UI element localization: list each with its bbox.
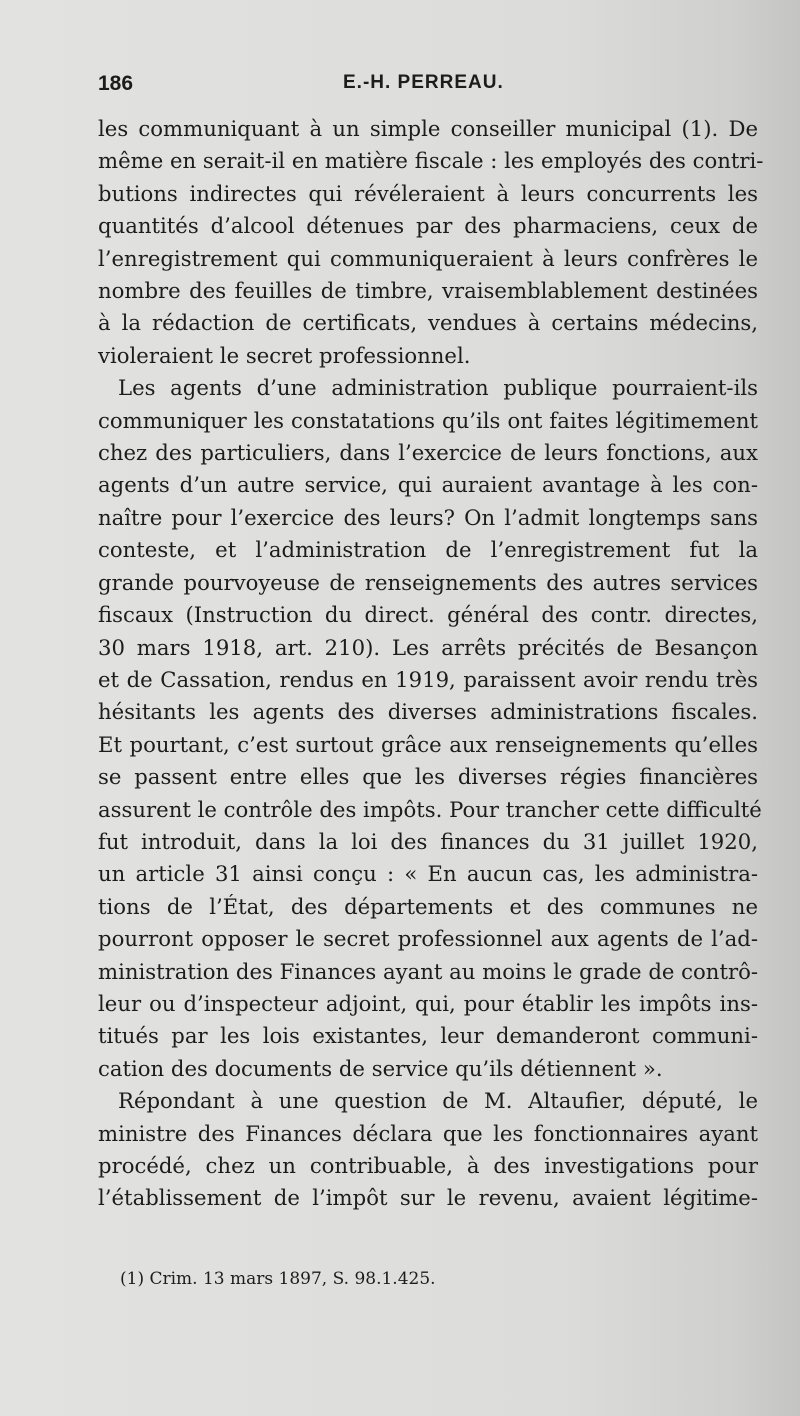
text-line: Et pourtant, c’est surtout grâce aux renseignements qu’elles <box>98 731 758 757</box>
text-line: 30 mars 1918, art. 210). Les arrêts précités de Besançon <box>98 634 758 660</box>
text-line: quantités d’alcool détenues par des pharmaciens, ceux de <box>98 213 758 239</box>
text-line: assurent le contrôle des impôts. Pour trancher cette difficulté <box>98 796 762 822</box>
text-line: à la rédaction de certificats, vendues à certains médecins, <box>98 310 758 336</box>
text-line: procédé, chez un contribuable, à des investigations pour <box>98 1153 758 1178</box>
text-line: tions de l’État, des départements et des communes ne <box>98 893 758 919</box>
body-text <box>98 113 764 1215</box>
text-line: leur ou d’inspecteur adjoint, qui, pour établir les impôts ins- <box>98 990 758 1016</box>
text-line: communiquer les constatations qu’ils ont faites légitimement <box>98 407 758 433</box>
text-line: nombre des feuilles de timbre, vraisemblablement destinées <box>98 278 758 304</box>
text-line: même en serait-il en matière fiscale : les employés des contri- <box>98 148 764 174</box>
text-line: fut introduit, dans la loi des finances du 31 juillet 1920, <box>98 828 758 854</box>
text-line: pourront opposer le secret professionnel aux agents de l’ad- <box>98 926 758 952</box>
text-line: naître pour l’exercice des leurs? On l’admit longtemps sans <box>98 504 758 530</box>
text-line: l’enregistrement qui communiqueraient à leurs confrères le <box>98 245 758 271</box>
text-line: l’établissement de l’impôt sur le revenu, avaient légitime- <box>98 1185 758 1211</box>
page-header <box>98 72 752 102</box>
page-number: 186 <box>98 72 134 95</box>
running-head: E.-H. PERREAU. <box>343 72 504 93</box>
text-line: agents d’un autre service, qui auraient avantage à les con- <box>98 472 758 498</box>
text-line: un article 31 ainsi conçu : « En aucun cas, les administra- <box>98 861 758 887</box>
text-line: cation des documents de service qu’ils détiennent ». <box>98 1055 663 1081</box>
text-line: ministre des Finances déclara que les fonctionnaires ayant <box>98 1120 758 1146</box>
text-line: et de Cassation, rendus en 1919, paraissent avoir rendu très <box>98 666 758 692</box>
footnote: (1) Crim. 13 mars 1897, S. 98.1.425. <box>120 1269 436 1289</box>
text-line: conteste, et l’administration de l’enregistrement fut la <box>98 537 758 563</box>
text-line: titués par les lois existantes, leur demanderont communi- <box>98 1023 758 1049</box>
text-line: Les agents d’une administration publique pourraient-ils <box>118 375 758 401</box>
text-line: fiscaux (Instruction du direct. général des contr. directes, <box>98 602 758 628</box>
text-line: se passent entre elles que les diverses régies financières <box>98 764 758 790</box>
text-line: violeraient le secret professionnel. <box>98 342 471 368</box>
text-line: hésitants les agents des diverses administrations fiscales. <box>98 699 758 725</box>
text-line: Répondant à une question de M. Altaufier, député, le <box>118 1088 758 1114</box>
text-line: les communiquant à un simple conseiller municipal (1). De <box>98 116 758 141</box>
text-line: ministration des Finances ayant au moins le grade de contrô- <box>98 958 758 984</box>
text-line: chez des particuliers, dans l’exercice de leurs fonctions, aux <box>98 440 758 466</box>
text-line: grande pourvoyeuse de renseignements des autres services <box>98 569 758 595</box>
text-line: butions indirectes qui révéleraient à leurs concurrents les <box>98 180 758 206</box>
